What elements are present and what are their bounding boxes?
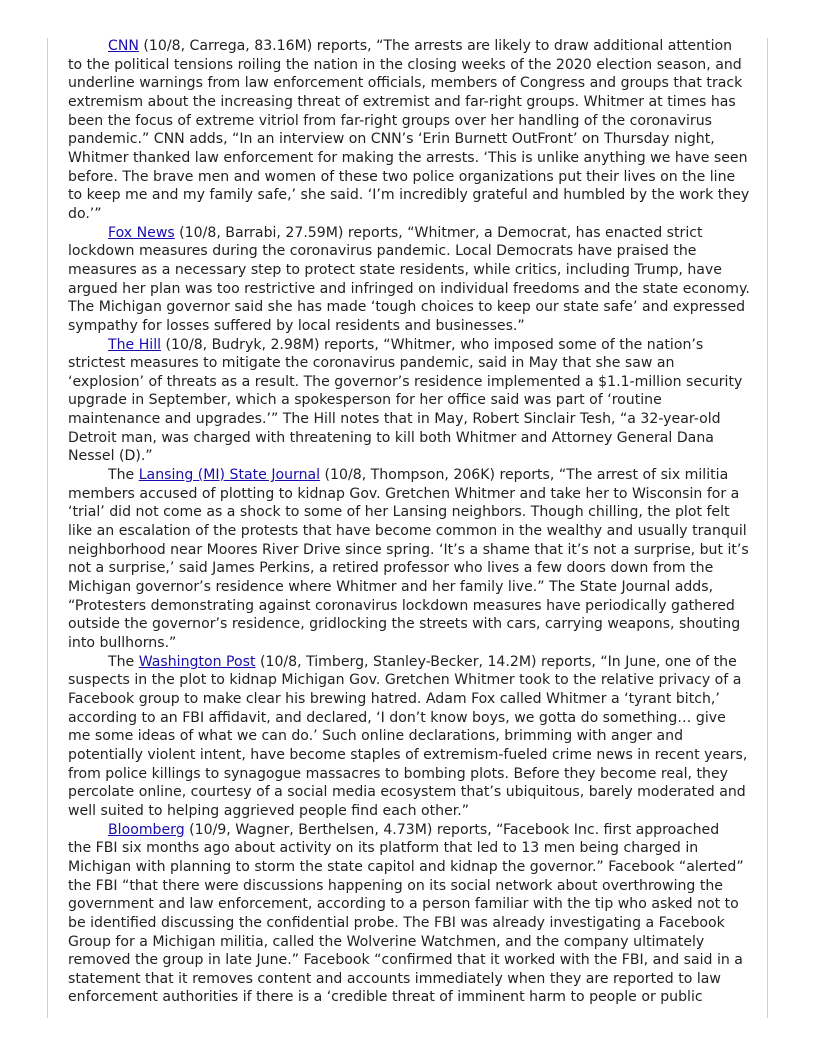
paragraph-bloomberg [68,821,751,1008]
source-link-fox-news[interactable]: Fox News [108,224,175,241]
paragraph-text: (10/9, Wagner, Berthelsen, 4.73M) reports, “Facebook Inc. first approached the FBI six months ago about activity on its platform that led to 13 men being charged in Michigan with planning to storm the state capitol and kidnap the governor.” Facebook “alerted” the FBI “that there were discussions happening on its social network about overthrowing the government and law enforcement, according to a person familiar with the tip who asked not to be identified discussing the confidential probe. The FBI was already investigating a Facebook Group for a Michigan militia, called the Wolverine Watchmen, and the company ultimately removed the group in late June.” Facebook “confirmed that it worked with the FBI, and said in a statement that it removes content and accounts immediately when they are reported to law enforcement authorities if there is a ‘credible threat of imminent harm to people or public [68,821,744,1006]
paragraph-text: (10/8, Carrega, 83.16M) reports, “The arrests are likely to draw additional attention to the political tensions roiling the nation in the closing weeks of the 2020 election season, and underline warnings from law enforcement officials, members of Congress and groups that track extremism about the increasing threat of extremist and far-right groups. Whitmer at times has been the focus of extreme vitriol from far-right groups over her handling of the coronavirus pandemic.” CNN adds, “In an interview on CNN’s ‘Erin Burnett OutFront’ on Thursday night, Whitmer thanked law enforcement for making the arrests. ‘This is unlike anything we have seen before. The brave men and women of these two police organizations put their lives on the line to keep me and my family safe,’ she said. ‘I’m incredibly grateful and humbled by the work they do.’” [68,38,750,222]
right-margin-rule [767,38,768,1018]
paragraph-the-hill [68,336,751,467]
source-link-the-hill[interactable]: The Hill [108,336,162,353]
source-link-lansing-state-journal[interactable]: Lansing (MI) State Journal [138,467,321,484]
paragraph-lead: The [108,653,139,670]
paragraph-text: (10/8, Thompson, 206K) reports, “The arrest of six militia members accused of plotting to kidnap Gov. Gretchen Whitmer and take her to Wisconsin for a ‘trial’ did not come as a shock to some of her Lansing neighbors. Though chilling, the plot felt like an escalation of the protests that have become common in the wealthy and usually tranquil neighborhood near Moores River Drive since spring. ‘It’s a shame that it’s not a surprise, but it’s not a surprise,’ said James Perkins, a retired professor who lives a few doors down from the Michigan governor’s residence where Whitmer and her family live.” The State Journal adds, “Protesters demonstrating against coronavirus lockdown measures have periodically gathered outside the governor’s residence, gridlocking the streets with cars, carrying weapons, shouting into bullhorns.” [68,467,749,651]
paragraph-washington-post [68,653,751,821]
source-link-washington-post[interactable]: Washington Post [138,653,256,670]
paragraph-text: (10/8, Barrabi, 27.59M) reports, “Whitmer, a Democrat, has enacted strict lockdown measures during the coronavirus pandemic. Local Democrats have praised the measures as a necessary step to protect state residents, while critics, including Trump, have argued her plan was too restrictive and infringed on individual freedoms and the state economy. The Michigan governor said she has made ‘tough choices to keep our state safe’ and expressed sympathy for losses suffered by local residents and businesses.” [68,224,750,334]
left-margin-rule [47,38,48,1018]
paragraph-cnn [68,37,751,224]
source-link-cnn[interactable]: CNN [108,38,139,54]
paragraph-fox-news [68,224,751,336]
source-link-bloomberg[interactable]: Bloomberg [108,821,185,838]
document-body [68,37,751,1007]
paragraph-text: (10/8, Timberg, Stanley-Becker, 14.2M) reports, “In June, one of the suspects in the plot to kidnap Michigan Gov. Gretchen Whitmer took to the relative privacy of a Facebook group to make clear his brewing hatred. Adam Fox called Whitmer a ‘tyrant bitch,’ according to an FBI affidavit, and declared, ‘I don’t know boys, we gotta do something… give me some ideas of what we can do.’ Such online declarations, brimming with anger and potentially violent intent, have become staples of extremism-fueled crime news in recent years, from police killings to synagogue massacres to bombing plots. Before they become real, they percolate online, courtesy of a social media ecosystem that’s ubiquitous, barely moderated and well suited to helping aggrieved people find each other.” [68,653,748,819]
paragraph-lead: The [108,467,139,484]
paragraph-lansing-state-journal [68,466,751,653]
paragraph-text: (10/8, Budryk, 2.98M) reports, “Whitmer, who imposed some of the nation’s strictest measures to mitigate the coronavirus pandemic, said in May that she saw an ‘explosion’ of threats as a result. The governor’s residence implemented a $1.1-million security upgrade in September, which a spokesperson for her office said was part of ‘routine maintenance and upgrades.’” The Hill notes that in May, Robert Sinclair Tesh, “a 32-year-old Detroit man, was charged with threatening to kill both Whitmer and Attorney General Dana Nessel (D).” [68,336,743,465]
